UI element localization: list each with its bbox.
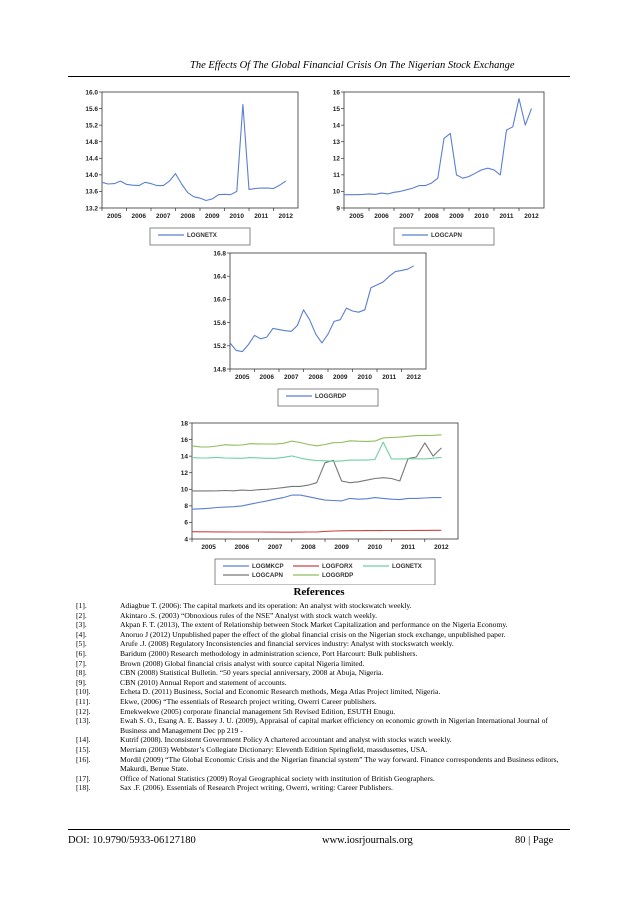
y-tick-label: 10 <box>180 486 188 494</box>
legend-label: LOGFORX <box>322 563 353 571</box>
x-tick-label: 2011 <box>499 213 514 220</box>
x-tick-label: 2008 <box>424 213 439 220</box>
chart-loggrdp <box>198 245 434 410</box>
reference-number: [1]. <box>76 601 87 610</box>
footer-page: 80 | Page <box>515 835 554 846</box>
reference-text: Anoruo J (2012) Unpublished paper the effect of the global financial crisis on the Nigerian stock exchange, unpublished paper. <box>120 629 506 639</box>
y-tick-label: 14 <box>180 453 188 461</box>
reference-text: Echeta D. (2011) Business, Social and Economic Research methods, Mega Atlas Project limited, Nigeria. <box>120 687 441 697</box>
x-tick-label: 2010 <box>474 213 489 220</box>
reference-text: Akpan F. T. (2013), The extent of Relationship between Stock Market Capitalization and performance on the Nigeria Economy. <box>120 620 508 630</box>
x-tick-label: 2010 <box>357 374 372 381</box>
x-tick-label: 2009 <box>334 544 349 551</box>
y-tick-label: 16.8 <box>213 250 226 258</box>
x-tick-label: 2005 <box>349 213 364 220</box>
x-tick-label: 2011 <box>382 374 397 381</box>
x-tick-label: 2011 <box>401 544 416 551</box>
y-tick-label: 6 <box>184 519 188 527</box>
y-tick-label: 16 <box>180 436 188 444</box>
y-tick-label: 14 <box>332 122 340 130</box>
reference-number: [6]. <box>76 648 87 658</box>
reference-number: [9]. <box>76 677 87 687</box>
reference-item <box>76 735 568 745</box>
reference-text: Akintaro .S. (2003) “Obnoxious rules of the NSE” Analyst with stock watch weekly. <box>120 610 378 620</box>
y-tick-label: 13.6 <box>85 188 98 196</box>
reference-item <box>76 611 568 621</box>
reference-item <box>76 649 568 659</box>
reference-text: Office of National Statistics (2009) Royal Geographical society with institution of British Geographers. <box>120 773 435 783</box>
reference-text: Adiagbue T. (2006): The capital markets and its operation: An analyst with stockswatch weekly. <box>120 601 412 610</box>
y-tick-label: 4 <box>184 536 188 544</box>
reference-number: [2]. <box>76 610 87 620</box>
legend-label: LOGNETX <box>187 232 217 240</box>
y-tick-label: 9 <box>336 205 340 213</box>
reference-number: [15]. <box>76 744 91 754</box>
y-tick-label: 8 <box>184 503 188 511</box>
reference-number: [3]. <box>76 620 87 630</box>
x-tick-label: 2012 <box>434 544 449 551</box>
chart-logcapn <box>316 84 556 249</box>
x-tick-label: 2008 <box>308 374 323 381</box>
x-tick-label: 2007 <box>156 213 171 220</box>
plot-frame <box>230 253 426 369</box>
reference-number: [10]. <box>76 687 91 697</box>
reference-text: Kutrif (2008). Inconsistent Government Policy A chartered accountant and analyst with stocks watch weekly. <box>120 735 452 745</box>
series-line-logforx <box>192 530 441 532</box>
header-rule <box>68 76 570 77</box>
reference-item <box>76 716 568 735</box>
y-tick-label: 16.4 <box>213 273 226 281</box>
x-tick-label: 2009 <box>449 213 464 220</box>
y-tick-label: 18 <box>180 420 188 428</box>
reference-number: [5]. <box>76 639 87 649</box>
reference-text: Ekwe, (2006) “The essentials of Research project writing, Owerri Career publishers. <box>120 696 377 706</box>
reference-number: [11]. <box>76 696 91 706</box>
reference-item <box>76 668 568 678</box>
y-tick-label: 13.2 <box>85 205 98 213</box>
reference-item <box>76 659 568 669</box>
y-tick-label: 15 <box>332 105 340 113</box>
x-tick-label: 2006 <box>374 213 389 220</box>
reference-item <box>76 774 568 784</box>
x-tick-label: 2009 <box>333 374 348 381</box>
legend-label: LOGGRDP <box>315 393 347 401</box>
reference-text: Brown (2008) Global financial crisis analyst with source capital Nigeria limited. <box>120 658 365 668</box>
legend-label: LOGNETX <box>392 563 422 571</box>
y-tick-label: 11 <box>333 172 340 180</box>
running-header: The Effects Of The Global Financial Crisis On The Nigerian Stock Exchange <box>190 60 515 71</box>
x-tick-label: 2012 <box>406 374 421 381</box>
chart-lognetx <box>70 84 306 249</box>
references-heading: References <box>293 586 345 598</box>
reference-number: [17]. <box>76 773 91 783</box>
series-line-loggrdp <box>192 435 441 447</box>
chart-combined <box>168 415 468 585</box>
legend-label: LOGMKCP <box>252 563 284 571</box>
reference-number: [14]. <box>76 735 91 745</box>
reference-item <box>76 745 568 755</box>
reference-item <box>76 687 568 697</box>
y-tick-label: 13 <box>332 139 340 147</box>
y-tick-label: 14.0 <box>85 172 98 180</box>
reference-item <box>76 630 568 640</box>
series-line-logcapn <box>192 443 441 491</box>
reference-number: [8]. <box>76 668 87 678</box>
reference-item <box>76 601 568 611</box>
legend-label: LOGCAPN <box>431 232 462 240</box>
plot-frame <box>192 423 458 539</box>
reference-number: [12]. <box>76 706 91 716</box>
footer-rule <box>68 829 570 830</box>
reference-text: Emekwekwe (2005) corporate financial management 5th Revised Edition, ESUTH Enugu. <box>120 706 396 716</box>
x-tick-label: 2007 <box>284 374 299 381</box>
reference-item <box>76 678 568 688</box>
legend-label: LOGGRDP <box>322 572 354 580</box>
x-tick-label: 2007 <box>399 213 414 220</box>
reference-number: [7]. <box>76 658 87 668</box>
series-line-logmkcp <box>192 495 441 509</box>
x-tick-label: 2006 <box>234 544 250 551</box>
x-tick-label: 2012 <box>524 213 539 220</box>
x-tick-label: 2007 <box>267 544 283 551</box>
x-tick-label: 2005 <box>107 213 122 220</box>
x-tick-label: 2006 <box>259 374 274 381</box>
y-tick-label: 12 <box>180 470 188 478</box>
reference-text: Arufe .J. (2008) Regulatory Inconsistencies and financial services industry: Analyst with stockswatch weekly. <box>120 639 454 649</box>
plot-frame <box>102 92 298 208</box>
series-line-lognetx <box>102 104 286 200</box>
plot-frame <box>344 92 544 208</box>
y-tick-label: 14.4 <box>85 155 98 163</box>
series-line-loggrdp <box>230 266 414 352</box>
y-tick-label: 16.0 <box>85 89 98 97</box>
x-tick-label: 2005 <box>201 544 216 551</box>
y-tick-label: 16.0 <box>213 296 226 304</box>
reference-text: Merriam (2003) Webbster’s Collegiate Dictionary: Eleventh Edition Springfield, massdusettes, USA. <box>120 744 428 754</box>
reference-text: Mordil (2009) “The Global Economic Crisis and the Nigerian financial system” The way forward. Finance correspondents and Business editors, Makurdi, Benue State. <box>120 754 559 774</box>
reference-text: Ewah S. O., Esang A. E. Bassey J. U. (2009), Appraisal of capital market efficiency on economic growth in Nigerian International Journal of Business and Management Dec pp 219 - <box>120 716 548 735</box>
y-tick-label: 15.6 <box>85 105 98 113</box>
y-tick-label: 15.2 <box>85 122 98 130</box>
reference-number: [18]. <box>76 783 91 793</box>
series-line-logcapn <box>344 99 532 195</box>
reference-text: CBN (2008) Statistical Bulletin. “50 years special anniversary, 2008 at Abuja, Nigeria. <box>120 668 384 678</box>
reference-item <box>76 783 568 793</box>
x-tick-label: 2011 <box>254 213 269 220</box>
y-tick-label: 16 <box>332 89 340 97</box>
x-tick-label: 2009 <box>205 213 220 220</box>
reference-number: [13]. <box>76 716 91 726</box>
x-tick-label: 2006 <box>131 213 146 220</box>
x-tick-label: 2010 <box>367 544 383 551</box>
y-tick-label: 15.6 <box>213 319 226 327</box>
footer-doi: DOI: 10.9790/5933-06127180 <box>68 835 196 846</box>
reference-text: Baridum (2000) Research methodology in administration science, Port Harcourt: Bulk publishers. <box>120 648 418 658</box>
reference-text: CBN (2010) Annual Report and statement of accounts. <box>120 677 287 687</box>
references-list <box>76 601 568 793</box>
y-tick-label: 14.8 <box>85 139 98 147</box>
reference-item <box>76 697 568 707</box>
legend-label: LOGCAPN <box>252 572 283 580</box>
y-tick-label: 12 <box>332 155 340 163</box>
y-tick-label: 14.8 <box>213 366 226 374</box>
footer-website: www.iosrjournals.org <box>322 835 413 846</box>
reference-item <box>76 755 568 774</box>
reference-item <box>76 639 568 649</box>
reference-number: [16]. <box>76 754 91 764</box>
reference-text: Sax .F. (2006). Essentials of Research Project writing, Owerri, writing: Career Publishers. <box>120 783 393 793</box>
reference-item <box>76 620 568 630</box>
y-tick-label: 15.2 <box>213 343 226 351</box>
reference-number: [4]. <box>76 629 87 639</box>
x-tick-label: 2010 <box>229 213 244 220</box>
x-tick-label: 2012 <box>278 213 293 220</box>
y-tick-label: 10 <box>332 188 340 196</box>
x-tick-label: 2005 <box>235 374 250 381</box>
x-tick-label: 2008 <box>180 213 195 220</box>
x-tick-label: 2008 <box>301 544 316 551</box>
reference-item <box>76 707 568 717</box>
